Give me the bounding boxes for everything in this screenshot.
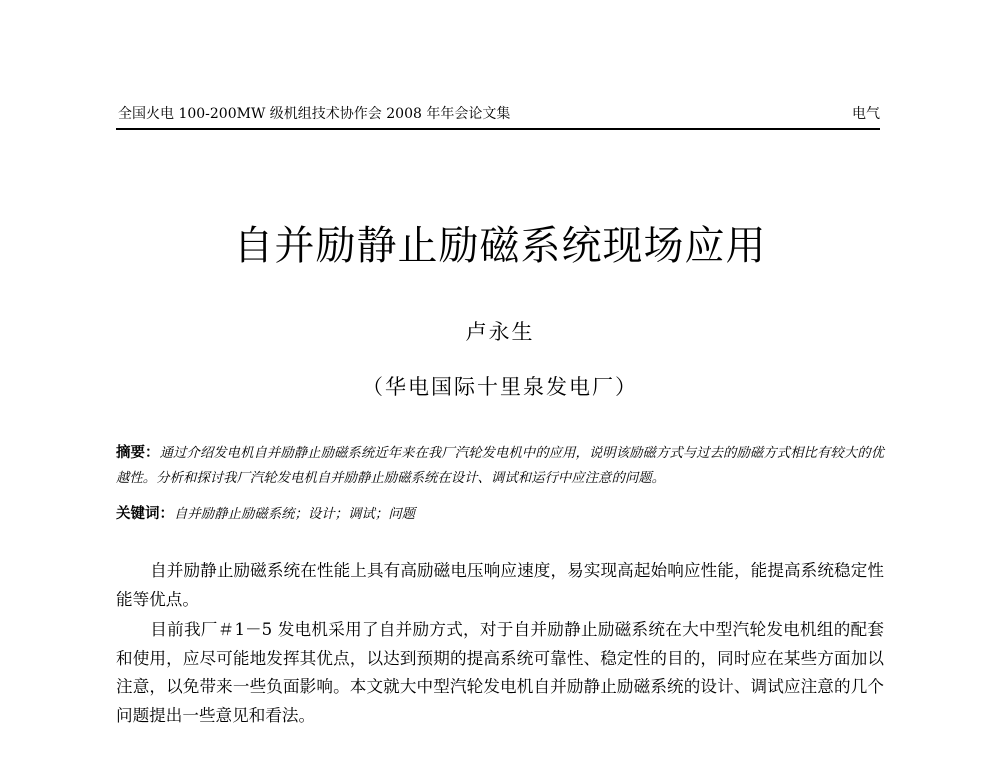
paper-title: 自并励静止励磁系统现场应用 [233, 223, 767, 269]
author-affiliation: （华电国际十里泉发电厂） [362, 375, 638, 399]
abstract-text: 通过介绍发电机自并励静止励磁系统近年来在我厂汽轮发电机中的应用，说明该励磁方式与过去的励磁方式相比有较大的优越性。分析和探讨我厂汽轮发电机自并励静止励磁系统在设计、调试和运行中应注意的问题。 [116, 446, 884, 486]
keywords-label: 关键词： [116, 506, 174, 522]
body-paragraph-2 [116, 616, 884, 730]
body-paragraph-1-text: 自并励静止励磁系统在性能上具有高励磁电压响应速度，易实现高起始响应性能，能提高系统稳定性能等优点。 [116, 561, 884, 609]
running-header [116, 100, 880, 130]
keywords [116, 502, 884, 527]
body-paragraph-2-text: 目前我厂＃1－5 发电机采用了自并励方式，对于自并励静止励磁系统在大中型汽轮发电机组的配套和使用，应尽可能地发挥其优点，以达到预期的提高系统可靠性、稳定性的目的，同时应在某些方面加以注意，以免带来一些负面影响。本文就大中型汽轮发电机自并励静止励磁系统的设计、调试应注意的几个问题提出一些意见和看法。 [116, 620, 884, 725]
author-name: 卢永生 [465, 320, 535, 344]
body-paragraph-1 [116, 557, 884, 614]
abstract-label: 摘要： [116, 445, 160, 461]
keywords-text: 自并励静止励磁系统；设计；调试；问题 [174, 507, 416, 522]
proceedings-title: 全国火电 100-200MW 级机组技术协作会 2008 年年会论文集 [118, 106, 511, 122]
section-label: 电气 [852, 106, 880, 122]
abstract [116, 441, 884, 491]
